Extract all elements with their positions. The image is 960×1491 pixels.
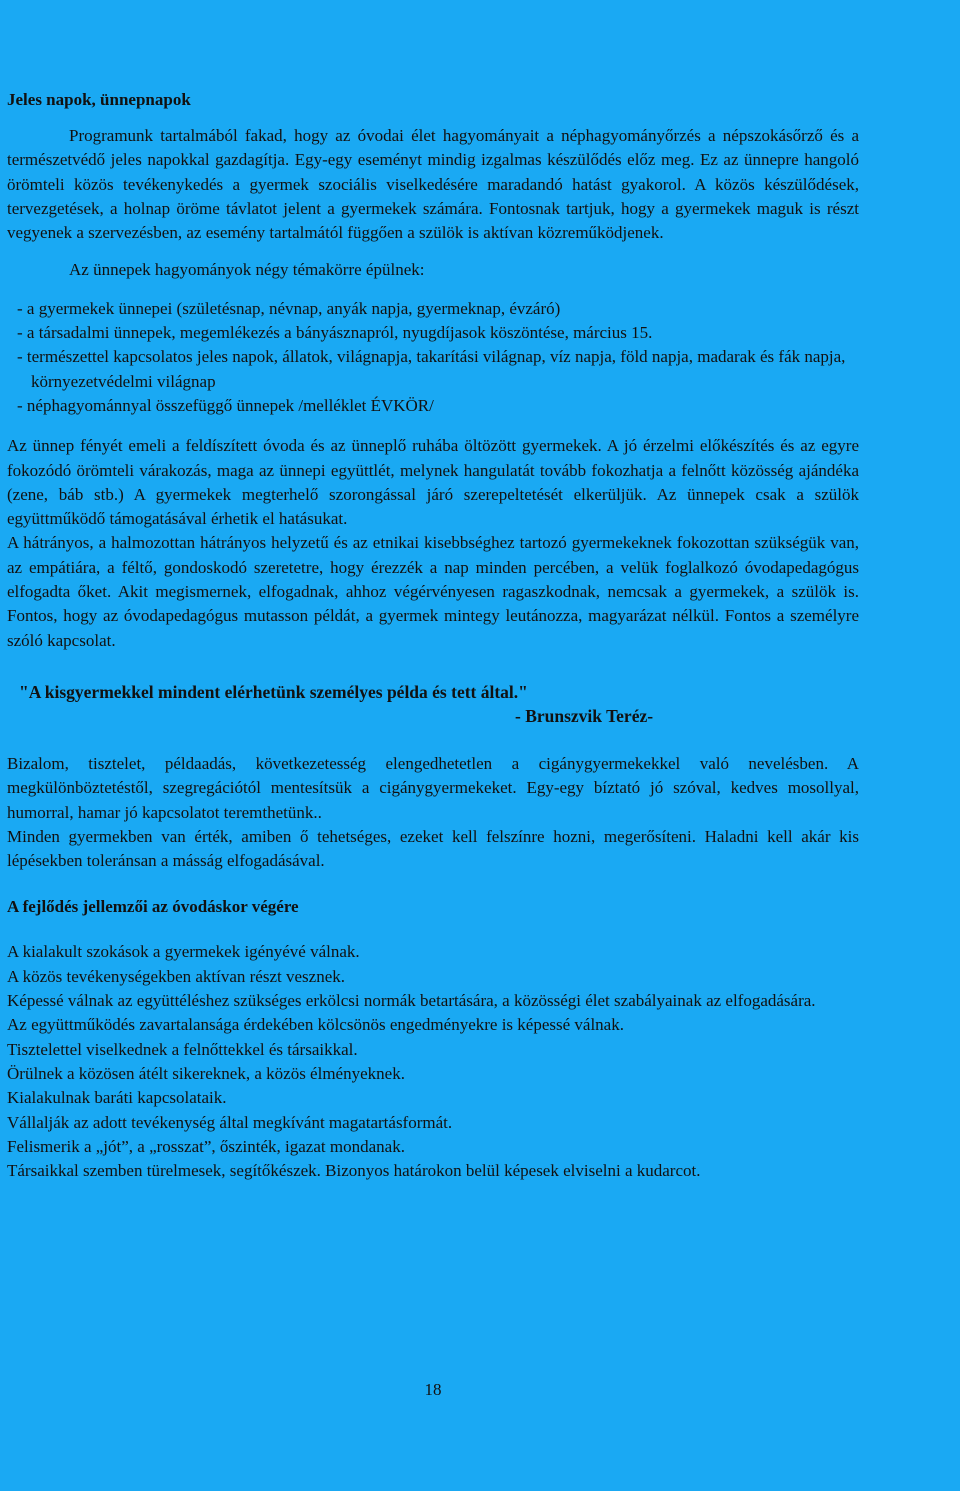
development-line: Felismerik a „jót”, a „rosszat”, őszinték, igazat mondanak.: [7, 1136, 405, 1156]
development-line: Vállalják az adott tevékenység által megkívánt magatartásformát.: [7, 1112, 453, 1132]
development-line: Tisztelettel viselkednek a felnőttekkel és társaikkal.: [7, 1039, 358, 1059]
list-item: - a gyermekek ünnepei (születésnap, névnap, anyák napja, gyermeknap, évzáró): [17, 298, 561, 318]
document-page: [7, 88, 859, 1183]
paragraph-trust: Bizalom, tisztelet, példaadás, következetesség elengedhetetlen a cigánygyermekekkel való nevelésben. A megkülönböztetéstől, szegregációtól mentesítsük a cigánygyermekeket. Egy-egy bíztató jó szóval, kedves mosollyal, humorral, hamar jó kapcsolatot teremthetünk..: [7, 753, 859, 822]
list-item: - néphagyománnyal összefüggő ünnepek /melléklet ÉVKÖR/: [17, 395, 434, 415]
topics-list: [7, 297, 859, 418]
development-line: A közös tevékenységekben aktívan részt vesznek.: [7, 966, 345, 986]
quote-author: - Brunszvik Teréz-: [515, 705, 654, 726]
development-line: Az együttműködés zavartalansága érdekében kölcsönös engedményekre is képessé válnak.: [7, 1015, 624, 1035]
page-number: 18: [424, 1380, 442, 1399]
paragraph-value: Minden gyermekben van érték, amiben ő tehetséges, ezeket kell felszínre hozni, megerősíteni. Haladni kell akár kis lépésekben toleránsan a másság elfogadásával.: [7, 826, 859, 871]
development-line: Örülnek a közösen átélt sikereknek, a közös élményeknek.: [7, 1063, 405, 1083]
paragraph-disadvantaged: A hátrányos, a halmozottan hátrányos helyzetű és az etnikai kisebbséghez tartozó gyermekeknek fokozottan szükségük van, az empátiára, a féltő, gondoskodó szeretetre, hogy érezzék a nap minden percében, a velük foglalkozó óvodapedagógus elfogadta őket. Akit megismernek, elfogadnak, ahhoz végérvényesen ragaszkodnak, nemcsak a gyermekek, a szülök is. Fontos, hogy az óvodapedagógus mutasson példát, a gyermek mintegy leutánozza, magyarázat nélkül. Fontos a személyre szóló kapcsolat.: [7, 533, 859, 650]
section-heading-holidays: Jeles napok, ünnepnapok: [7, 90, 191, 109]
development-line: Kialakulnak baráti kapcsolataik.: [7, 1088, 227, 1108]
quote-text: "A kisgyermekkel mindent elérhetünk személyes példa és tett által.": [19, 681, 528, 702]
paragraph-topics-intro: Az ünnepek hagyományok négy témakörre épülnek:: [69, 260, 425, 280]
paragraph-intro: Programunk tartalmából fakad, hogy az óvodai élet hagyományait a néphagyományőrzés a népszokásőrző és a természetvédő jeles napokkal gazdagítja. Egy-egy eseményt mindig izgalmas készülődés előz meg. Ez az ünnepre hangoló örömteli közös tevékenykedés a gyermek szociális viselkedésére maradandó hatást gyakorol. A közös készülődések, tervezgetések, a holnap öröme távlatot jelent a gyermekek számára. Fontosnak tartjuk, hogy a gyermekek maguk is részt vegyenek a szervezésben, az esemény tartalmától függően a szülök is aktívan közreműködjenek.: [7, 126, 859, 243]
list-item: - a társadalmi ünnepek, megemlékezés a bányásznapról, nyugdíjasok köszöntése, március 15.: [17, 323, 653, 343]
paragraph-celebration: Az ünnep fényét emeli a feldíszített óvoda és az ünneplő ruhába öltözött gyermekek. A jó érzelmi előkészítés és az egyre fokozódó örömteli várakozás, maga az ünnepi együttlét, melynek hangulatát tovább fokozhatja a felnőtt közösség ajándéka (zene, báb stb.) A gyermekek megterhelő szorongással járó szerepeltetését elkerüljük. Az ünnepek csak a szülök együttműködő támogatásával érhetik el hatásukat.: [7, 436, 859, 529]
section-heading-development: A fejlődés jellemzői az óvodáskor végére: [7, 897, 299, 917]
development-line: A kialakult szokások a gyermekek igényévé válnak.: [7, 942, 360, 962]
list-item: - természettel kapcsolatos jeles napok, állatok, világnapja, takarítási világnap, víz napja, föld napja, madarak és fák napja, környezetvédelmi világnap: [17, 347, 846, 391]
development-line: Társaikkal szemben türelmesek, segítőkészek. Bizonyos határokon belül képesek elviselni a kudarcot.: [7, 1161, 701, 1181]
development-line: Képessé válnak az együttéléshez szükséges erkölcsi normák betartására, a közösségi élet szabályainak az elfogadására.: [7, 991, 816, 1011]
